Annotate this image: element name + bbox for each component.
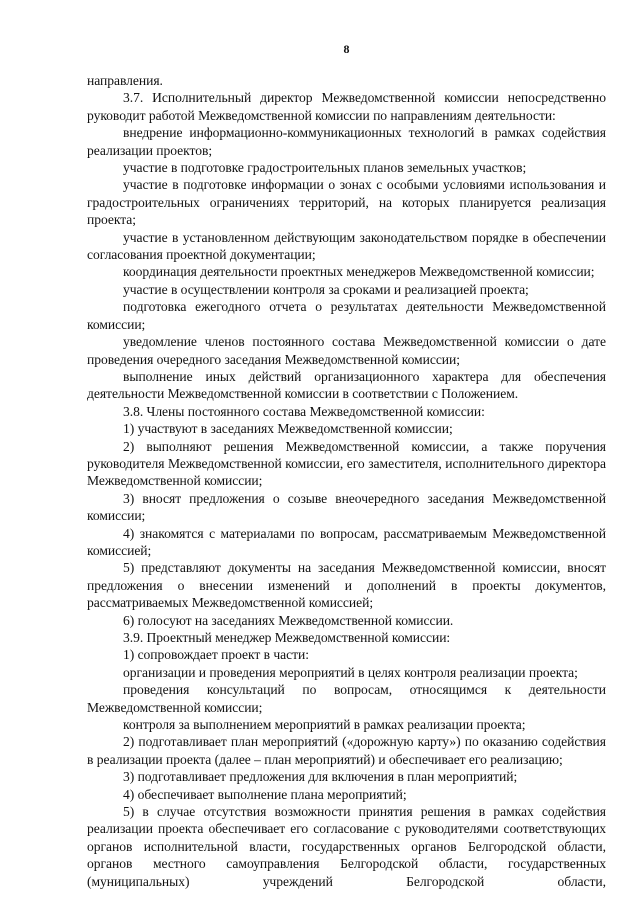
paragraph: подготовка ежегодного отчета о результатах деятельности Межведомственной комиссии; [87, 299, 606, 332]
document-body [87, 72, 606, 890]
list-item: 1) сопровождает проект в части: [123, 647, 309, 663]
list-item: 4) обеспечивает выполнение плана мероприятий; [123, 786, 407, 802]
list-item: 1) участвуют в заседаниях Межведомственной комиссии; [123, 421, 453, 437]
list-item: 3) подготавливает предложения для включения в план мероприятий; [123, 769, 518, 785]
paragraph: организации и проведения мероприятий в целях контроля реализации проекта; [123, 664, 578, 680]
paragraph: направления. [87, 73, 163, 88]
paragraph: участие в подготовке градостроительных планов земельных участков; [123, 160, 527, 176]
paragraph: внедрение информационно-коммуникационных технологий в рамках содействия реализации проектов; [87, 125, 606, 158]
list-item: 2) подготавливает план мероприятий («дорожную карту») по оказанию содействия в реализации проекта (далее – план мероприятий) и обеспечивает его реализацию; [87, 734, 606, 767]
list-item: 6) голосуют на заседаниях Межведомственной комиссии. [123, 612, 454, 628]
paragraph: уведомление членов постоянного состава Межведомственной комиссии о дате проведения очередного заседания Межведомственной комиссии; [87, 334, 606, 367]
section-heading: 3.8. Члены постоянного состава Межведомственной комиссии: [123, 403, 485, 419]
page-number: 8 [343, 42, 350, 56]
paragraph: контроля за выполнением мероприятий в рамках реализации проекта; [123, 717, 526, 733]
list-item: 2) выполняют решения Межведомственной комиссии, а также поручения руководителя Межведомственной комиссии, его заместителя, исполнительного директора Межведомственной комиссии; [87, 438, 606, 489]
list-item: 3) вносят предложения о созыве внеочередного заседания Межведомственной комиссии; [87, 490, 606, 524]
section-heading: 3.9. Проектный менеджер Межведомственной комиссии: [123, 630, 451, 645]
paragraph: проведения консультаций по вопросам, относящимся к деятельности Межведомственной комиссии; [87, 682, 606, 715]
paragraph: участие в осуществлении контроля за сроками и реализацией проекта; [123, 281, 529, 297]
paragraph: 3.7. Исполнительный директор Межведомственной комиссии непосредственно руководит работой Межведомственной комиссии по направлениям деятельности: [87, 90, 606, 123]
paragraph: координация деятельности проектных менеджеров Межведомственной комиссии; [123, 264, 595, 280]
list-item: 5) представляют документы на заседания Межведомственной комиссии, вносят предложения о внесении изменений и дополнений в проекты документов, рассматриваемых Межведомственной комиссией; [87, 560, 606, 611]
paragraph: выполнение иных действий организационного характера для обеспечения деятельности Межведомственной комиссии в соответствии с Положением. [87, 368, 606, 402]
paragraph: участие в установленном действующим законодательством порядке в обеспечении согласования проектной документации; [87, 229, 606, 263]
paragraph: участие в подготовке информации о зонах с особыми условиями использования и градостроительных ограничениях территорий, на которых планируется реализация проекта; [87, 177, 606, 228]
list-item: 4) знакомятся с материалами по вопросам, рассматриваемым Межведомственной комиссией; [87, 525, 606, 558]
list-item: 5) в случае отсутствия возможности принятия решения в рамках содействия реализации проекта обеспечивает его согласование с руководителями соответствующих органов исполнительной власти, государственных органов Белгородской области, органов местного самоуправления Белгородской области, государственных (муниципальных) учреждений Белгородской области, [87, 804, 606, 889]
